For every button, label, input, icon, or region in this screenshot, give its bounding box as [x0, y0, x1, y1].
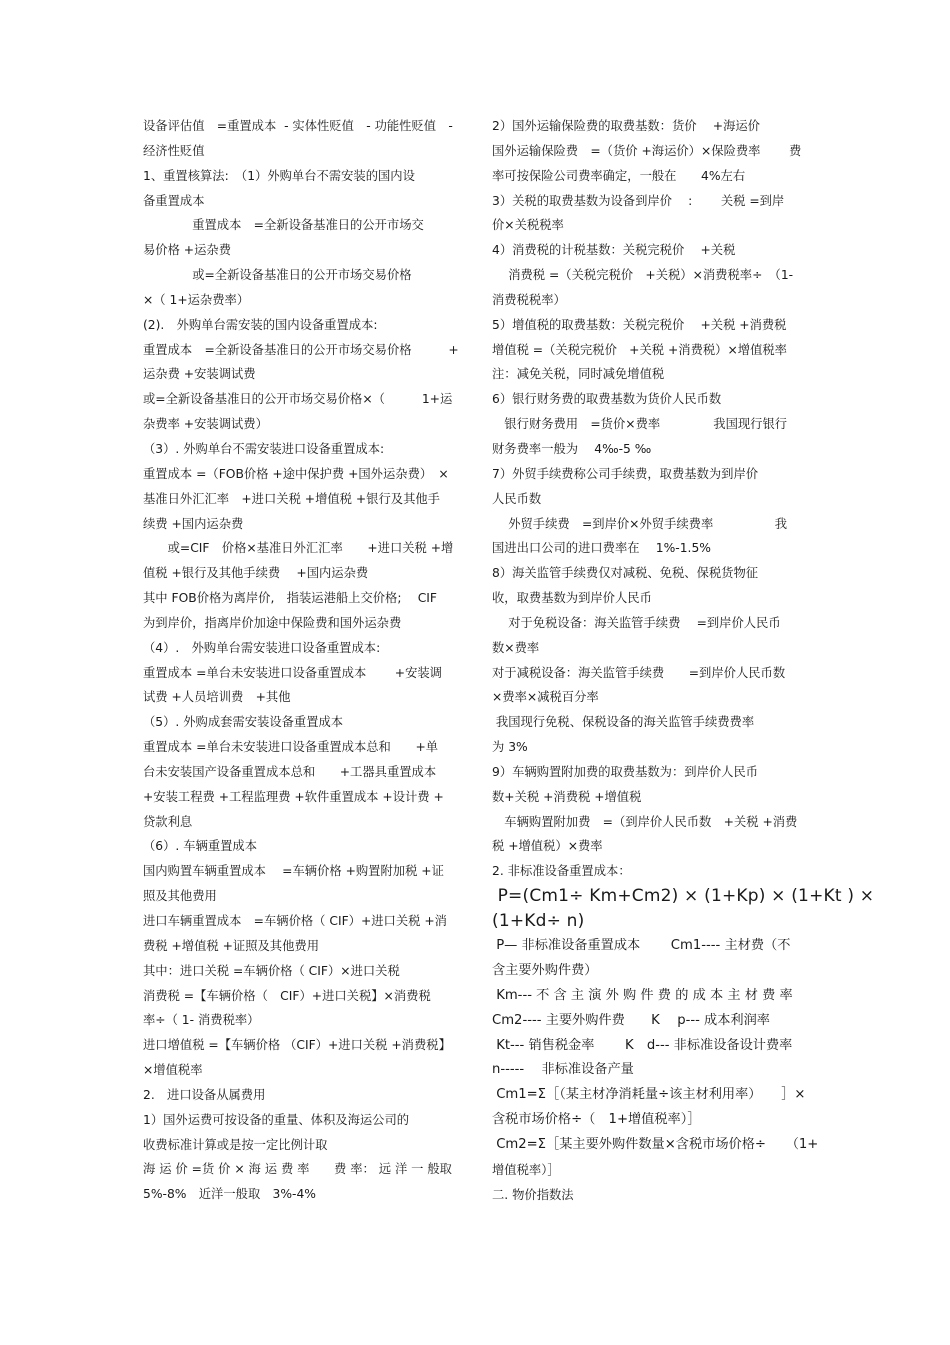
left-text-line: 重置成本 =全新设备基准日的公开市场交易价格 +	[143, 342, 459, 357]
right-text-line: 增值税 =（关税完税价 +关税 +消费税）×增值税率	[492, 342, 787, 357]
left-text-line: 海 运 价 =货 价 × 海 运 费 率 费 率： 远 洋 一 般取	[143, 1162, 452, 1177]
right-text-line: Cm1=Σ［（某主材净消耗量÷该主材利用率） ］×	[492, 1087, 806, 1103]
left-text-line: (2). 外购单台需安装的国内设备重置成本:	[143, 317, 378, 332]
right-text-line: 对于减税设备：海关监管手续费 =到岸价人民币数	[492, 665, 786, 680]
right-text-line: ×费率×减税百分率	[492, 690, 599, 705]
right-text-line: 国进出口公司的进口费率在 1%-1.5%	[492, 541, 711, 556]
left-text-line: 重置成本 =（FOB价格 +途中保护费 +国外运杂费） ×	[143, 466, 449, 481]
right-text-line: Cm2---- 主要外购件费 K p--- 成本利润率	[492, 1012, 770, 1028]
right-text-line: 为 3%	[492, 740, 528, 755]
right-text-line: 外贸手续费 =到岸价×外贸手续费率 我	[492, 516, 788, 531]
right-text-line: 2）国外运输保险费的取费基数：货价 +海运价	[492, 119, 760, 133]
left-text-line: 消费税 =【车辆价格（ CIF）+进口关税】×消费税	[143, 988, 431, 1003]
right-text-line: 国外运输保险费 =（货价 +海运价）×保险费率 费	[492, 143, 802, 158]
right-text-line: 6）银行财务费的取费基数为货价人民币数	[492, 392, 722, 407]
left-column	[143, 114, 461, 1207]
left-text-line: 2. 进口设备从属费用	[143, 1087, 266, 1102]
left-text-line: 台未安装国产设备重置成本总和 +工器具重置成本	[143, 764, 437, 779]
left-text-line: 设备评估值 =重置成本 - 实体性贬值 - 功能性贬值 -	[143, 119, 453, 133]
left-text-line: 备重置成本	[143, 193, 205, 208]
right-text-line: 数×费率	[492, 640, 540, 655]
left-text-line: 重置成本 =单台未安装进口设备重置成本 +安装调	[143, 665, 442, 680]
right-text-line: 5）增值税的取费基数：关税完税价 +关税 +消费税	[492, 317, 787, 332]
right-text-line: 3）关税的取费基数为设备到岸价 : 关税 =到岸	[492, 193, 785, 208]
left-text-line: 为到岸价，指离岸价加途中保险费和国外运杂费	[143, 615, 402, 630]
right-text-line: 收，取费基数为到岸价人民币	[492, 591, 652, 606]
left-text-line: 进口车辆重置成本 =车辆价格（ CIF）+进口关税 +消	[143, 914, 447, 928]
left-text-line: 率÷（ 1- 消费税率）	[143, 1013, 260, 1028]
left-text-line: 收费标准计算或是按一定比例计取	[143, 1137, 328, 1152]
left-text-line: 重置成本 =单台未安装进口设备重置成本总和 +单	[143, 740, 439, 755]
right-text-line: 9）车辆购置附加费的取费基数为：到岸价人民币	[492, 764, 759, 779]
left-text-line: 基准日外汇汇率 +进口关税 +增值税 +银行及其他手	[143, 491, 440, 506]
left-text-line: 杂费率 +安装调试费）	[143, 417, 268, 432]
left-text-line: 其中：进口关税 =车辆价格（ CIF）×进口关税	[143, 963, 400, 978]
right-text-line: 7）外贸手续费称公司手续费，取费基数为到岸价	[492, 466, 759, 481]
right-text-line: 消费税税率）	[492, 292, 566, 307]
right-text-line: 含税市场价格÷（ 1+增值税率）］	[492, 1112, 701, 1128]
left-text-line: 经济性贬值	[143, 143, 205, 158]
left-text-line: （4）. 外购单台需安装进口设备重置成本:	[143, 640, 381, 655]
left-text-line: 或=全新设备基准日的公开市场交易价格×（ 1+运	[143, 392, 453, 407]
right-text-line: 数+关税 +消费税 +增值税	[492, 789, 642, 804]
right-text-line: 银行财务费用 =货价×费率 我国现行银行	[492, 417, 788, 432]
left-text-line: 其中 FOB价格为离岸价, 指装运港船上交价格; CIF	[143, 591, 437, 606]
right-text-line: 率可按保险公司费率确定，一般在 4%左右	[492, 168, 746, 183]
left-text-line: 重置成本 =全新设备基准日的公开市场交	[143, 218, 424, 233]
right-text-line: 注：减免关税，同时减免增值税	[492, 367, 665, 382]
right-text-line: 4）消费税的计税基数：关税完税价 +关税	[492, 243, 736, 258]
left-text-line: 或=CIF 价格×基准日外汇汇率 +进口关税 +增	[143, 541, 454, 556]
left-text-line: 或=全新设备基准日的公开市场交易价格	[143, 268, 412, 283]
left-text-line: 费税 +增值税 +证照及其他费用	[143, 938, 319, 953]
left-text-line: 值税 +银行及其他手续费 +国内运杂费	[143, 566, 369, 581]
right-text-line: 财务费率一般为 4‰-5 ‰	[492, 441, 652, 456]
left-text-line: （5）. 外购成套需安装设备重置成本	[143, 715, 344, 730]
right-text-line: P— 非标准设备重置成本 Cm1---- 主材费（不	[492, 938, 791, 954]
right-text-line: 对于免税设备：海关监管手续费 =到岸价人民币	[492, 615, 781, 630]
right-text-line: 消费税 =（关税完税价 +关税）×消费税率÷ （1-	[492, 268, 794, 283]
left-text-line: （6）. 车辆重置成本	[143, 839, 258, 854]
right-column	[492, 114, 875, 1207]
right-text-line: 含主要外购件费）	[492, 963, 598, 978]
right-text-line: 车辆购置附加费 =（到岸价人民币数 +关税 +消费	[492, 814, 798, 829]
right-text-line: 我国现行免税、保税设备的海关监管手续费费率	[492, 715, 755, 730]
right-text-line: 2. 非标准设备重置成本：	[492, 864, 631, 879]
right-text-line: P=(Cm1÷ Km+Cm2) × (1+Kp) × (1+Kt ) ×	[492, 886, 875, 907]
left-text-line: 国内购置车辆重置成本 =车辆价格 +购置附加税 +证	[143, 864, 444, 879]
right-text-line: 二. 物价指数法	[492, 1187, 574, 1202]
left-text-line: 照及其他费用	[143, 889, 217, 904]
right-text-line: Cm2=Σ［某主要外购件数量×含税市场价格÷ （1+	[492, 1136, 819, 1152]
left-text-line: 续费 +国内运杂费	[143, 516, 244, 531]
left-text-line: +安装工程费 +工程监理费 +软件重置成本 +设计费 +	[143, 789, 444, 804]
left-text-line: 试费 +人员培训费 +其他	[143, 690, 291, 705]
left-text-line: 5%-8% 近洋一般取 3%-4%	[143, 1187, 316, 1202]
right-text-line: n----- 非标准设备产量	[492, 1062, 634, 1078]
left-text-line: 贷款利息	[143, 814, 193, 829]
left-text-line: （3）. 外购单台不需安装进口设备重置成本:	[143, 441, 385, 456]
right-text-line: Km--- 不 含 主 演 外 购 件 费 的 成 本 主 材 费 率	[492, 987, 793, 1003]
right-text-line: 增值税率）］	[492, 1162, 560, 1177]
left-text-line: 1、重置核算法: （1）外购单台不需安装的国内设	[143, 168, 415, 183]
left-text-line: ×增值税率	[143, 1063, 203, 1078]
left-text-line: 运杂费 +安装调试费	[143, 367, 256, 382]
right-text-line: 价×关税税率	[492, 218, 564, 233]
left-text-line: 1）国外运费可按设备的重量、体积及海运公司的	[143, 1112, 410, 1127]
right-text-line: 8）海关监管手续费仅对减税、免税、保税货物征	[492, 566, 759, 581]
right-text-line: 税 +增值税）×费率	[492, 839, 603, 854]
right-text-line: 人民币数	[492, 491, 542, 506]
right-text-line: (1+Kd÷ n)	[492, 911, 585, 932]
left-text-line: 进口增值税 =【车辆价格 （CIF）+进口关税 +消费税】	[143, 1038, 451, 1053]
right-text-line: Kt--- 销售税金率 K d--- 非标准设备设计费率	[492, 1037, 793, 1053]
left-text-line: 易价格 +运杂费	[143, 243, 231, 258]
left-text-line: ×（ 1+运杂费率）	[143, 292, 250, 307]
